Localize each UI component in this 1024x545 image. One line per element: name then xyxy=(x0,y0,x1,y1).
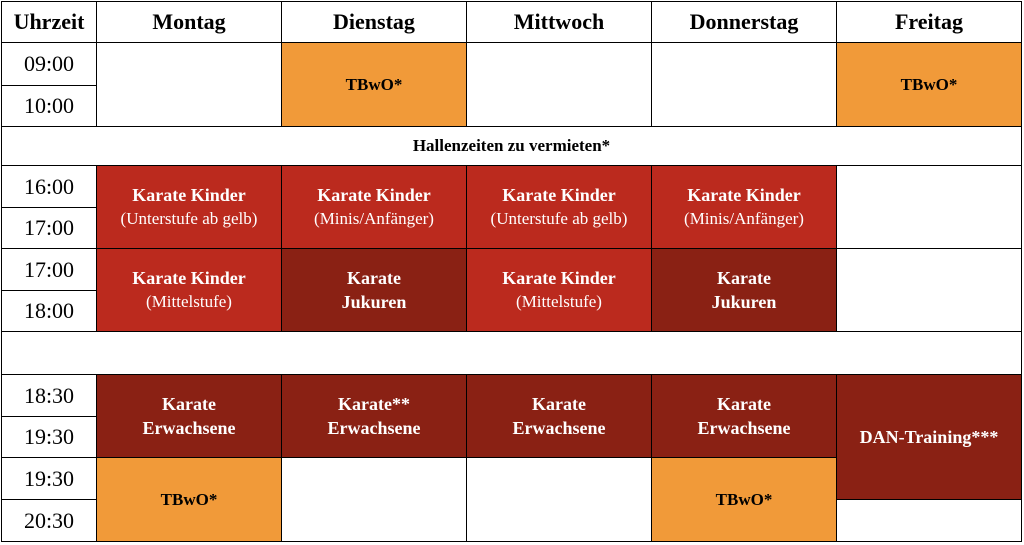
slot-title: Karate xyxy=(717,268,771,288)
grid-line xyxy=(1,165,1022,166)
slot-title: Karate Kinder xyxy=(317,185,431,205)
wednesday-adults xyxy=(467,375,651,457)
wednesday-kids-lower xyxy=(467,166,651,248)
friday-tbwo-morning: TBwO* xyxy=(837,43,1021,126)
time-1830: 18:30 xyxy=(23,382,75,408)
grid-line xyxy=(1,126,1022,127)
tuesday-tbwo-morning: TBwO* xyxy=(282,43,466,126)
grid-line xyxy=(1,1,1022,2)
slot-title: Karate xyxy=(162,394,216,414)
slot-subtitle: Erwachsene xyxy=(512,418,606,438)
grid-line xyxy=(1,541,1022,542)
rental-notice: Hallenzeiten zu vermieten* xyxy=(412,136,611,155)
thursday-jukuren xyxy=(652,249,836,331)
slot-title: Karate Kinder xyxy=(502,268,616,288)
slot-subtitle: (Minis/Anfänger) xyxy=(314,209,434,228)
time-1930-a: 19:30 xyxy=(23,424,75,449)
friday-dan-training xyxy=(837,375,1021,499)
slot-subtitle: (Unterstufe ab gelb) xyxy=(490,209,628,228)
thursday-adults xyxy=(652,375,836,457)
grid-line xyxy=(96,165,97,332)
grid-line xyxy=(1,290,97,291)
slot-subtitle: (Minis/Anfänger) xyxy=(684,209,804,228)
grid-line xyxy=(1,85,97,86)
slot-subtitle: (Mittelstufe) xyxy=(516,292,602,311)
monday-adults xyxy=(97,375,281,457)
slot-subtitle: Jukuren xyxy=(711,292,777,312)
grid-line xyxy=(1021,1,1022,542)
grid-line xyxy=(1,207,97,208)
monday-tbwo-evening: TBwO* xyxy=(97,458,281,541)
time-1700-b: 17:00 xyxy=(23,256,75,282)
slot-subtitle: (Unterstufe ab gelb) xyxy=(120,209,258,228)
grid-line xyxy=(1,416,97,417)
slot-title: Karate Kinder xyxy=(687,185,801,205)
time-1700-a: 17:00 xyxy=(23,215,75,240)
time-1600: 16:00 xyxy=(23,173,75,199)
grid-line xyxy=(96,1,97,127)
header-monday: Montag xyxy=(152,9,226,34)
slot-subtitle: Erwachsene xyxy=(327,418,421,438)
time-1800: 18:00 xyxy=(23,298,75,323)
slot-title: Karate Kinder xyxy=(502,185,616,205)
slot-subtitle: Jukuren xyxy=(341,292,407,312)
header-thursday: Donnerstag xyxy=(689,9,799,34)
grid-line xyxy=(281,1,282,127)
header-friday: Freitag xyxy=(894,9,963,34)
grid-line xyxy=(1,499,97,500)
wednesday-kids-middle xyxy=(467,249,651,331)
tuesday-jukuren xyxy=(282,249,466,331)
header-time: Uhrzeit xyxy=(13,9,85,34)
slot-title: Karate Kinder xyxy=(132,268,246,288)
grid-line xyxy=(1,1,2,542)
slot-title: Karate xyxy=(717,394,771,414)
slot-title: Karate xyxy=(347,268,401,288)
grid-line xyxy=(651,374,652,542)
grid-line xyxy=(466,1,467,127)
thursday-tbwo-evening: TBwO* xyxy=(652,458,836,541)
time-1000: 10:00 xyxy=(23,93,75,118)
time-1930-b: 19:30 xyxy=(23,465,75,491)
slot-title: Karate xyxy=(532,394,586,414)
grid-line xyxy=(836,1,837,127)
grid-line xyxy=(96,374,97,542)
slot-subtitle: Erwachsene xyxy=(142,418,236,438)
tuesday-adults xyxy=(282,375,466,457)
grid-line xyxy=(1,331,1022,332)
slot-subtitle: Erwachsene xyxy=(697,418,791,438)
monday-kids-lower xyxy=(97,166,281,248)
grid-line xyxy=(466,374,467,542)
grid-line xyxy=(1,42,1022,43)
tuesday-kids-minis xyxy=(282,166,466,248)
grid-line xyxy=(651,1,652,127)
thursday-kids-minis xyxy=(652,166,836,248)
grid-line xyxy=(1,374,1022,375)
header-wednesday: Mittwoch xyxy=(513,9,605,34)
monday-kids-middle xyxy=(97,249,281,331)
slot-title: Karate Kinder xyxy=(132,185,246,205)
grid-line xyxy=(836,374,837,542)
grid-line xyxy=(281,165,282,332)
grid-line xyxy=(836,165,837,332)
grid-line xyxy=(466,165,467,332)
grid-line xyxy=(1,457,837,458)
grid-line xyxy=(281,374,282,542)
grid-line xyxy=(1,248,1022,249)
slot-subtitle: (Mittelstufe) xyxy=(146,292,232,311)
grid-line xyxy=(836,499,1022,500)
header-tuesday: Dienstag xyxy=(333,9,415,34)
slot-title: DAN-Training*** xyxy=(859,427,999,447)
time-2030: 20:30 xyxy=(23,507,75,533)
slot-title: Karate** xyxy=(338,394,410,414)
time-0900: 09:00 xyxy=(23,51,75,76)
grid-line xyxy=(651,165,652,332)
